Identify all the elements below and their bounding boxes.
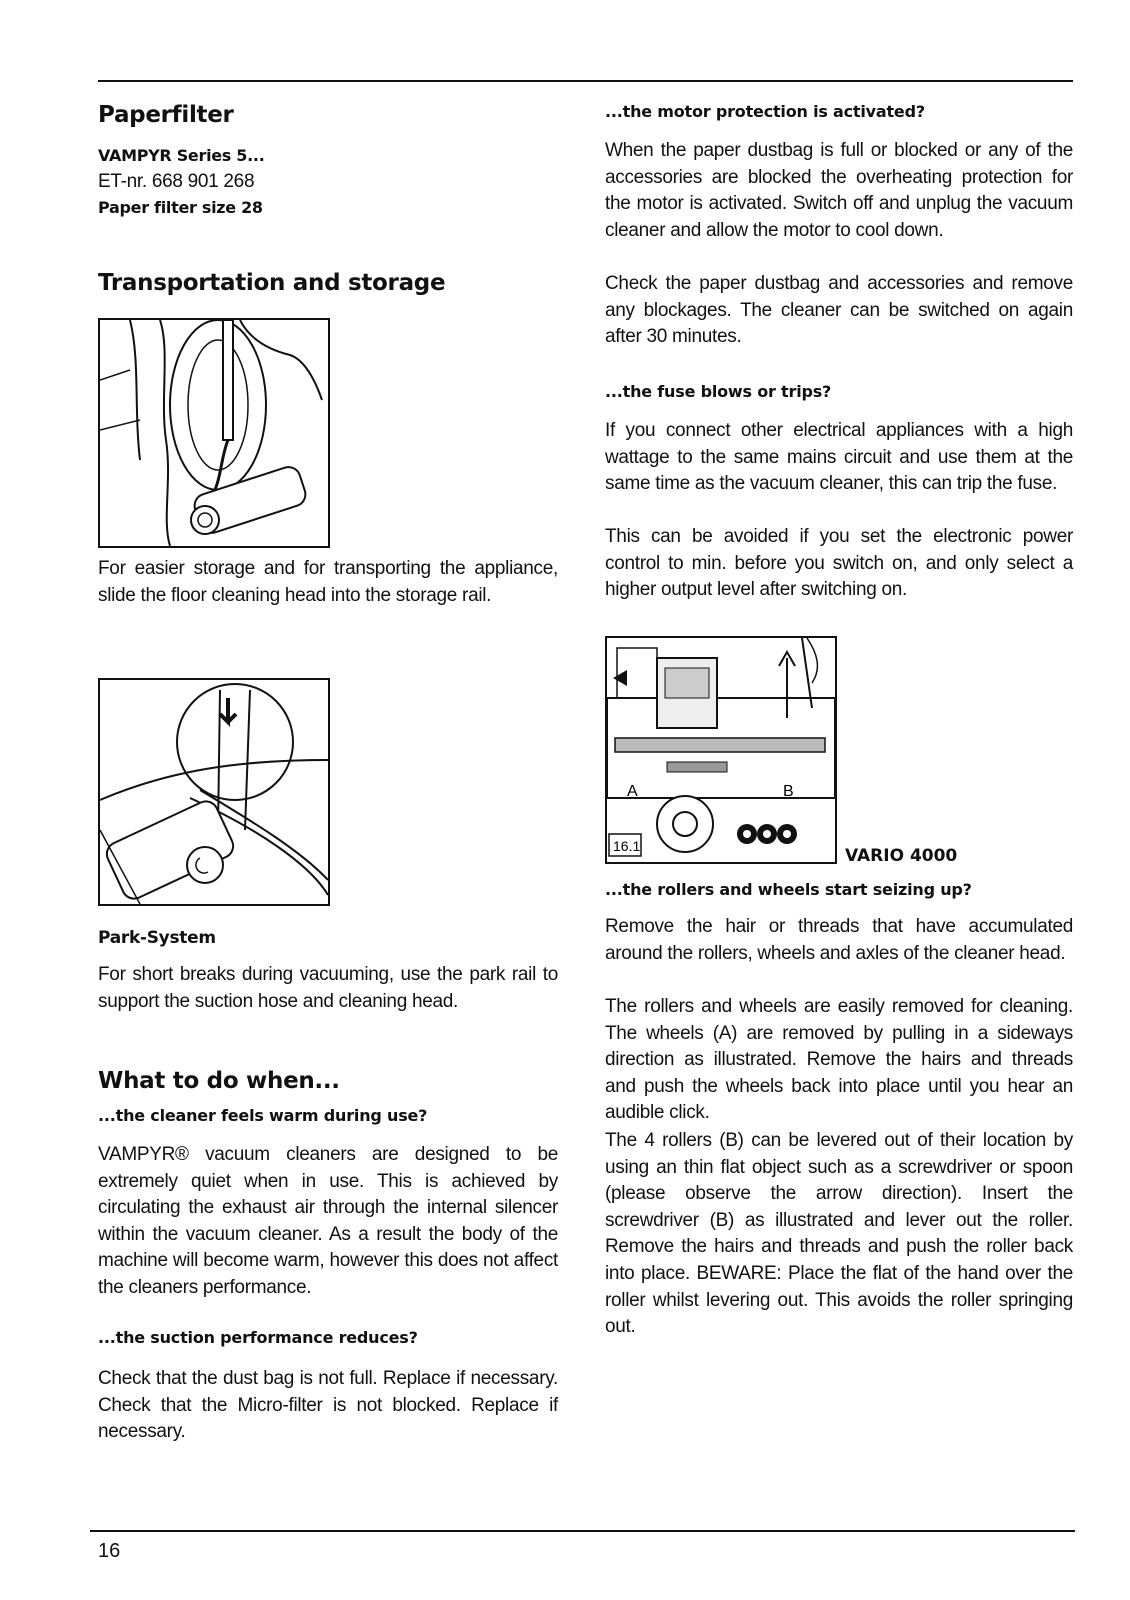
figure-label: 16.1 [613, 838, 641, 854]
page-number: 16 [98, 1540, 121, 1562]
top-rule [98, 80, 1073, 82]
transport-heading: Transportation and storage [98, 270, 446, 296]
warm-heading: ...the cleaner feels warm during use? [98, 1106, 428, 1125]
suction-heading: ...the suction performance reduces? [98, 1328, 418, 1347]
fuse-heading: ...the fuse blows or trips? [605, 382, 832, 401]
suction-text: Check that the dust bag is not full. Replace if necessary. Check that the Micro-filter is not blocked. Replace if necessary. [98, 1368, 558, 1443]
et-number: ET-nr. 668 901 268 [98, 171, 255, 192]
warm-text: VAMPYR® vacuum cleaners are designed to be extremely quiet when in use. This is achieved by circulating the exhaust air through the internal silencer within the vacuum cleaner. As a result the body of the machine will become warm, however this does not affect the cleaners performance. [98, 1144, 558, 1298]
cleaner-head-drawing [607, 638, 835, 862]
storage-rail-illustration [98, 318, 330, 548]
motor-text-2: Check the paper dustbag and accessories and remove any blockages. The cleaner can be switched on again after 30 minutes. [605, 273, 1073, 348]
rollers-text-3: The 4 rollers (B) can be levered out of their location by using an thin flat object such as a screwdriver or spoon (please observe the arrow direction). Insert the screwdriver (B) as illustrated and lever out the roller. Remove the hairs and threads and push the roller back into place. BEWARE: Place the flat of the hand over the roller whilst levering out. This avoids the roller springing out. [605, 1130, 1073, 1338]
paper-filter-size: Paper filter size 28 [98, 198, 263, 217]
park-rail-drawing [100, 680, 328, 904]
rollers-wheels-illustration [605, 636, 837, 864]
fuse-text-1: If you connect other electrical appliances with a high wattage to the same mains circuit and use them at the same time as the vacuum cleaner, this can trip the fuse. [605, 420, 1073, 495]
rollers-text-1: Remove the hair or threads that have accumulated around the rollers, wheels and axles of the cleaner head. [605, 916, 1073, 964]
rollers-text-2: The rollers and wheels are easily removed for cleaning. The wheels (A) are removed by pulling in a sideways direction as illustrated. Remove the hairs and threads and push the wheels back into place until you hear an audible click. [605, 996, 1073, 1124]
park-system-heading: Park-System [98, 928, 216, 948]
motor-text-1: When the paper dustbag is full or blocked or any of the accessories are blocked the overheating protection for the motor is activated. Switch off and unplug the vacuum cleaner and allow the motor to cool down. [605, 140, 1073, 241]
label-b: B [783, 783, 794, 800]
model-label: VARIO 4000 [845, 846, 958, 866]
bottom-rule [90, 1530, 1075, 1532]
what-to-do-heading: What to do when... [98, 1068, 340, 1094]
series-label: VAMPYR Series 5... [98, 146, 265, 165]
paperfilter-heading: Paperfilter [98, 102, 234, 128]
motor-heading: ...the motor protection is activated? [605, 102, 925, 121]
transport-text: For easier storage and for transporting the appliance, slide the floor cleaning head into the storage rail. [98, 558, 558, 606]
label-a: A [627, 783, 638, 800]
park-system-text: For short breaks during vacuuming, use the park rail to support the suction hose and cleaning head. [98, 964, 558, 1012]
fuse-text-2: This can be avoided if you set the electronic power control to min. before you switch on, and only select a higher output level after switching on. [605, 526, 1073, 601]
vacuum-storage-drawing [100, 320, 328, 546]
park-system-illustration [98, 678, 330, 906]
rollers-heading: ...the rollers and wheels start seizing up? [605, 880, 972, 899]
